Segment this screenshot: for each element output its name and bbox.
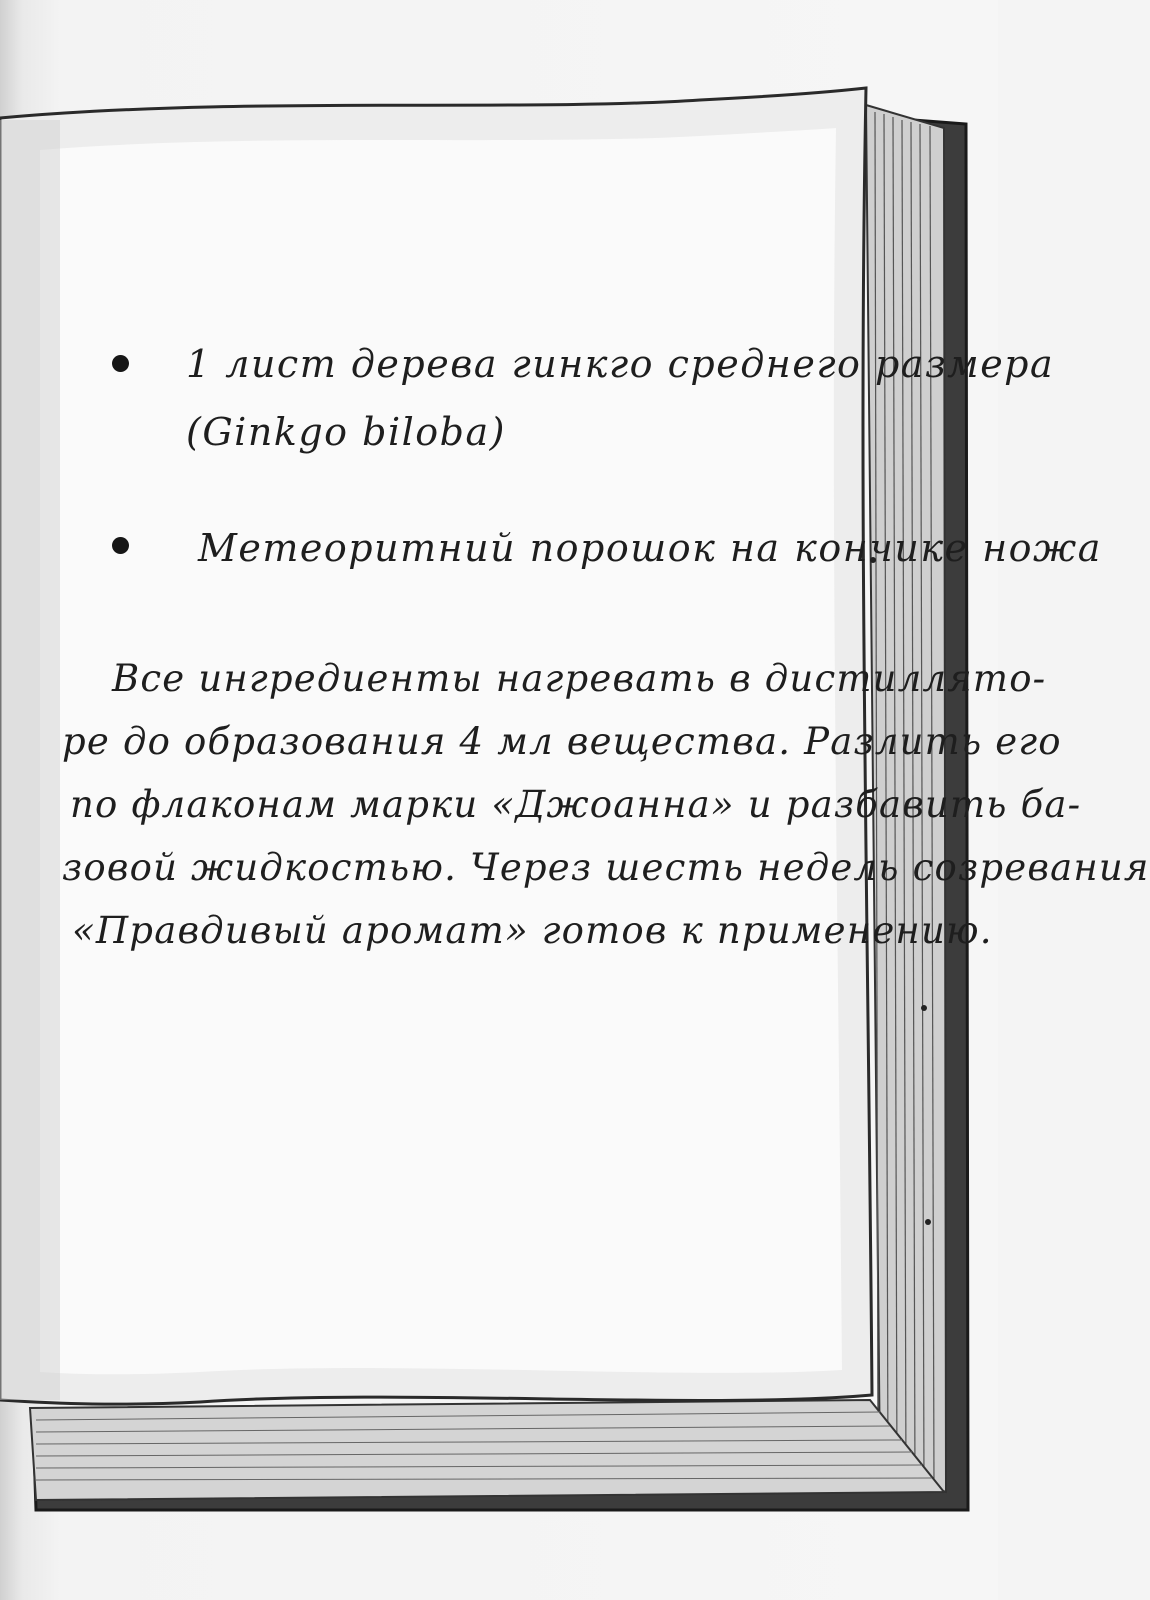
instruction-line-1: Все ингредиенты нагревать в дистиллято- — [112, 657, 1047, 700]
instruction-line-2: ре до образования 4 мл вещества. Разлить его — [62, 720, 1062, 763]
ingredient-1-line-1: 1 лист дерева гинкго среднего размера — [186, 342, 1055, 386]
bullet-2 — [112, 537, 129, 554]
bullet-1 — [112, 355, 129, 372]
instruction-line-5: «Правдивый аромат» готов к применению. — [72, 909, 993, 952]
ingredient-2-line-1: Метеоритний порошок на кончике ножа — [198, 526, 1102, 570]
instruction-line-4: зовой жидкостью. Через шесть недель созревания — [62, 846, 1150, 889]
ingredient-1-line-2: (Ginkgo biloba) — [186, 410, 506, 454]
instruction-line-3: по флаконам марки «Джоанна» и разбавить ба- — [70, 783, 1082, 826]
